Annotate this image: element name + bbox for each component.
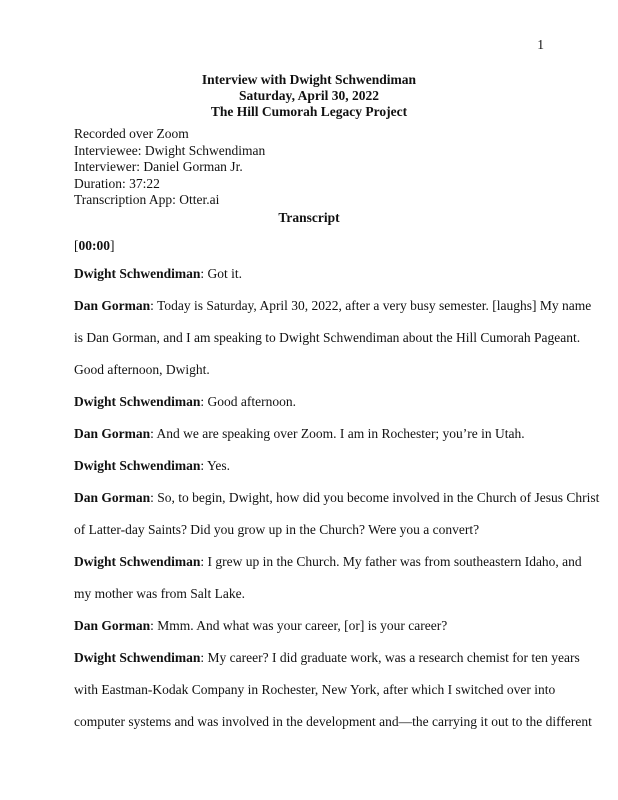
utterance-text: : So, to begin, Dwight, how did you become involved in the Church of Jesus Christ xyxy=(150,490,600,505)
header-title: Interview with Dwight Schwendiman xyxy=(201,72,417,87)
utterance-text: is Dan Gorman, and I am speaking to Dwight Schwendiman about the Hill Cumorah Pageant. xyxy=(74,330,581,345)
transcript-line xyxy=(74,714,592,730)
transcript-line xyxy=(74,554,582,570)
timestamp xyxy=(74,238,115,254)
speaker-name: Dwight Schwendiman xyxy=(74,266,201,281)
transcript-line xyxy=(74,394,296,410)
transcript-line xyxy=(74,426,525,442)
meta-interviewer: Interviewer: Daniel Gorman Jr. xyxy=(74,159,243,174)
utterance-text: : I grew up in the Church. My father was from southeastern Idaho, and xyxy=(200,554,582,569)
speaker-name: Dwight Schwendiman xyxy=(74,458,201,473)
transcript-line xyxy=(74,266,242,282)
utterance-text: : Mmm. And what was your career, [or] is your career? xyxy=(150,618,448,633)
meta-recorded: Recorded over Zoom xyxy=(74,126,189,141)
timestamp-close: ] xyxy=(110,238,115,253)
speaker-name: Dwight Schwendiman xyxy=(74,394,201,409)
utterance-text: of Latter-day Saints? Did you grow up in the Church? Were you a convert? xyxy=(74,522,480,537)
utterance-text: : Yes. xyxy=(200,458,231,473)
utterance-text: : Good afternoon. xyxy=(200,394,297,409)
speaker-name: Dan Gorman xyxy=(74,298,151,313)
header-project: The Hill Cumorah Legacy Project xyxy=(210,104,408,119)
transcript-line xyxy=(74,618,447,634)
speaker-name: Dwight Schwendiman xyxy=(74,554,201,569)
transcript-line xyxy=(74,586,245,602)
speaker-name: Dwight Schwendiman xyxy=(74,650,201,665)
page-number: 1 xyxy=(537,37,544,52)
timestamp-time: 00:00 xyxy=(78,238,110,253)
utterance-text: : My career? I did graduate work, was a research chemist for ten years xyxy=(200,650,580,665)
utterance-text: computer systems and was involved in the development and—the carrying it out to the different xyxy=(74,714,592,729)
timestamp-open: [ xyxy=(74,238,79,253)
speaker-name: Dan Gorman xyxy=(74,618,151,633)
transcript-line xyxy=(74,362,210,378)
utterance-text: with Eastman-Kodak Company in Rochester, New York, after which I switched over into xyxy=(74,682,556,697)
utterance-text: my mother was from Salt Lake. xyxy=(74,586,245,601)
transcript-line xyxy=(74,650,580,666)
document-header xyxy=(0,72,618,120)
meta-interviewee: Interviewee: Dwight Schwendiman xyxy=(74,142,266,158)
speaker-name: Dan Gorman xyxy=(74,426,151,441)
meta-duration: Duration: 37:22 xyxy=(74,175,160,191)
header-date: Saturday, April 30, 2022 xyxy=(239,88,379,103)
transcript-line xyxy=(74,490,599,506)
speaker-name: Dan Gorman xyxy=(74,490,151,505)
interview-metadata xyxy=(74,126,265,209)
transcript-line xyxy=(74,298,591,314)
transcript-line xyxy=(74,682,555,698)
section-title: Transcript xyxy=(278,210,340,225)
transcript-line xyxy=(74,330,580,346)
utterance-text: : Today is Saturday, April 30, 2022, after a very busy semester. [laughs] My name xyxy=(150,298,592,313)
transcript-line xyxy=(74,458,230,474)
transcript-line xyxy=(74,522,479,538)
utterance-text: : Got it. xyxy=(200,266,243,281)
utterance-text: Good afternoon, Dwight. xyxy=(74,362,210,377)
meta-app: Transcription App: Otter.ai xyxy=(74,192,220,207)
utterance-text: : And we are speaking over Zoom. I am in Rochester; you’re in Utah. xyxy=(150,426,525,441)
